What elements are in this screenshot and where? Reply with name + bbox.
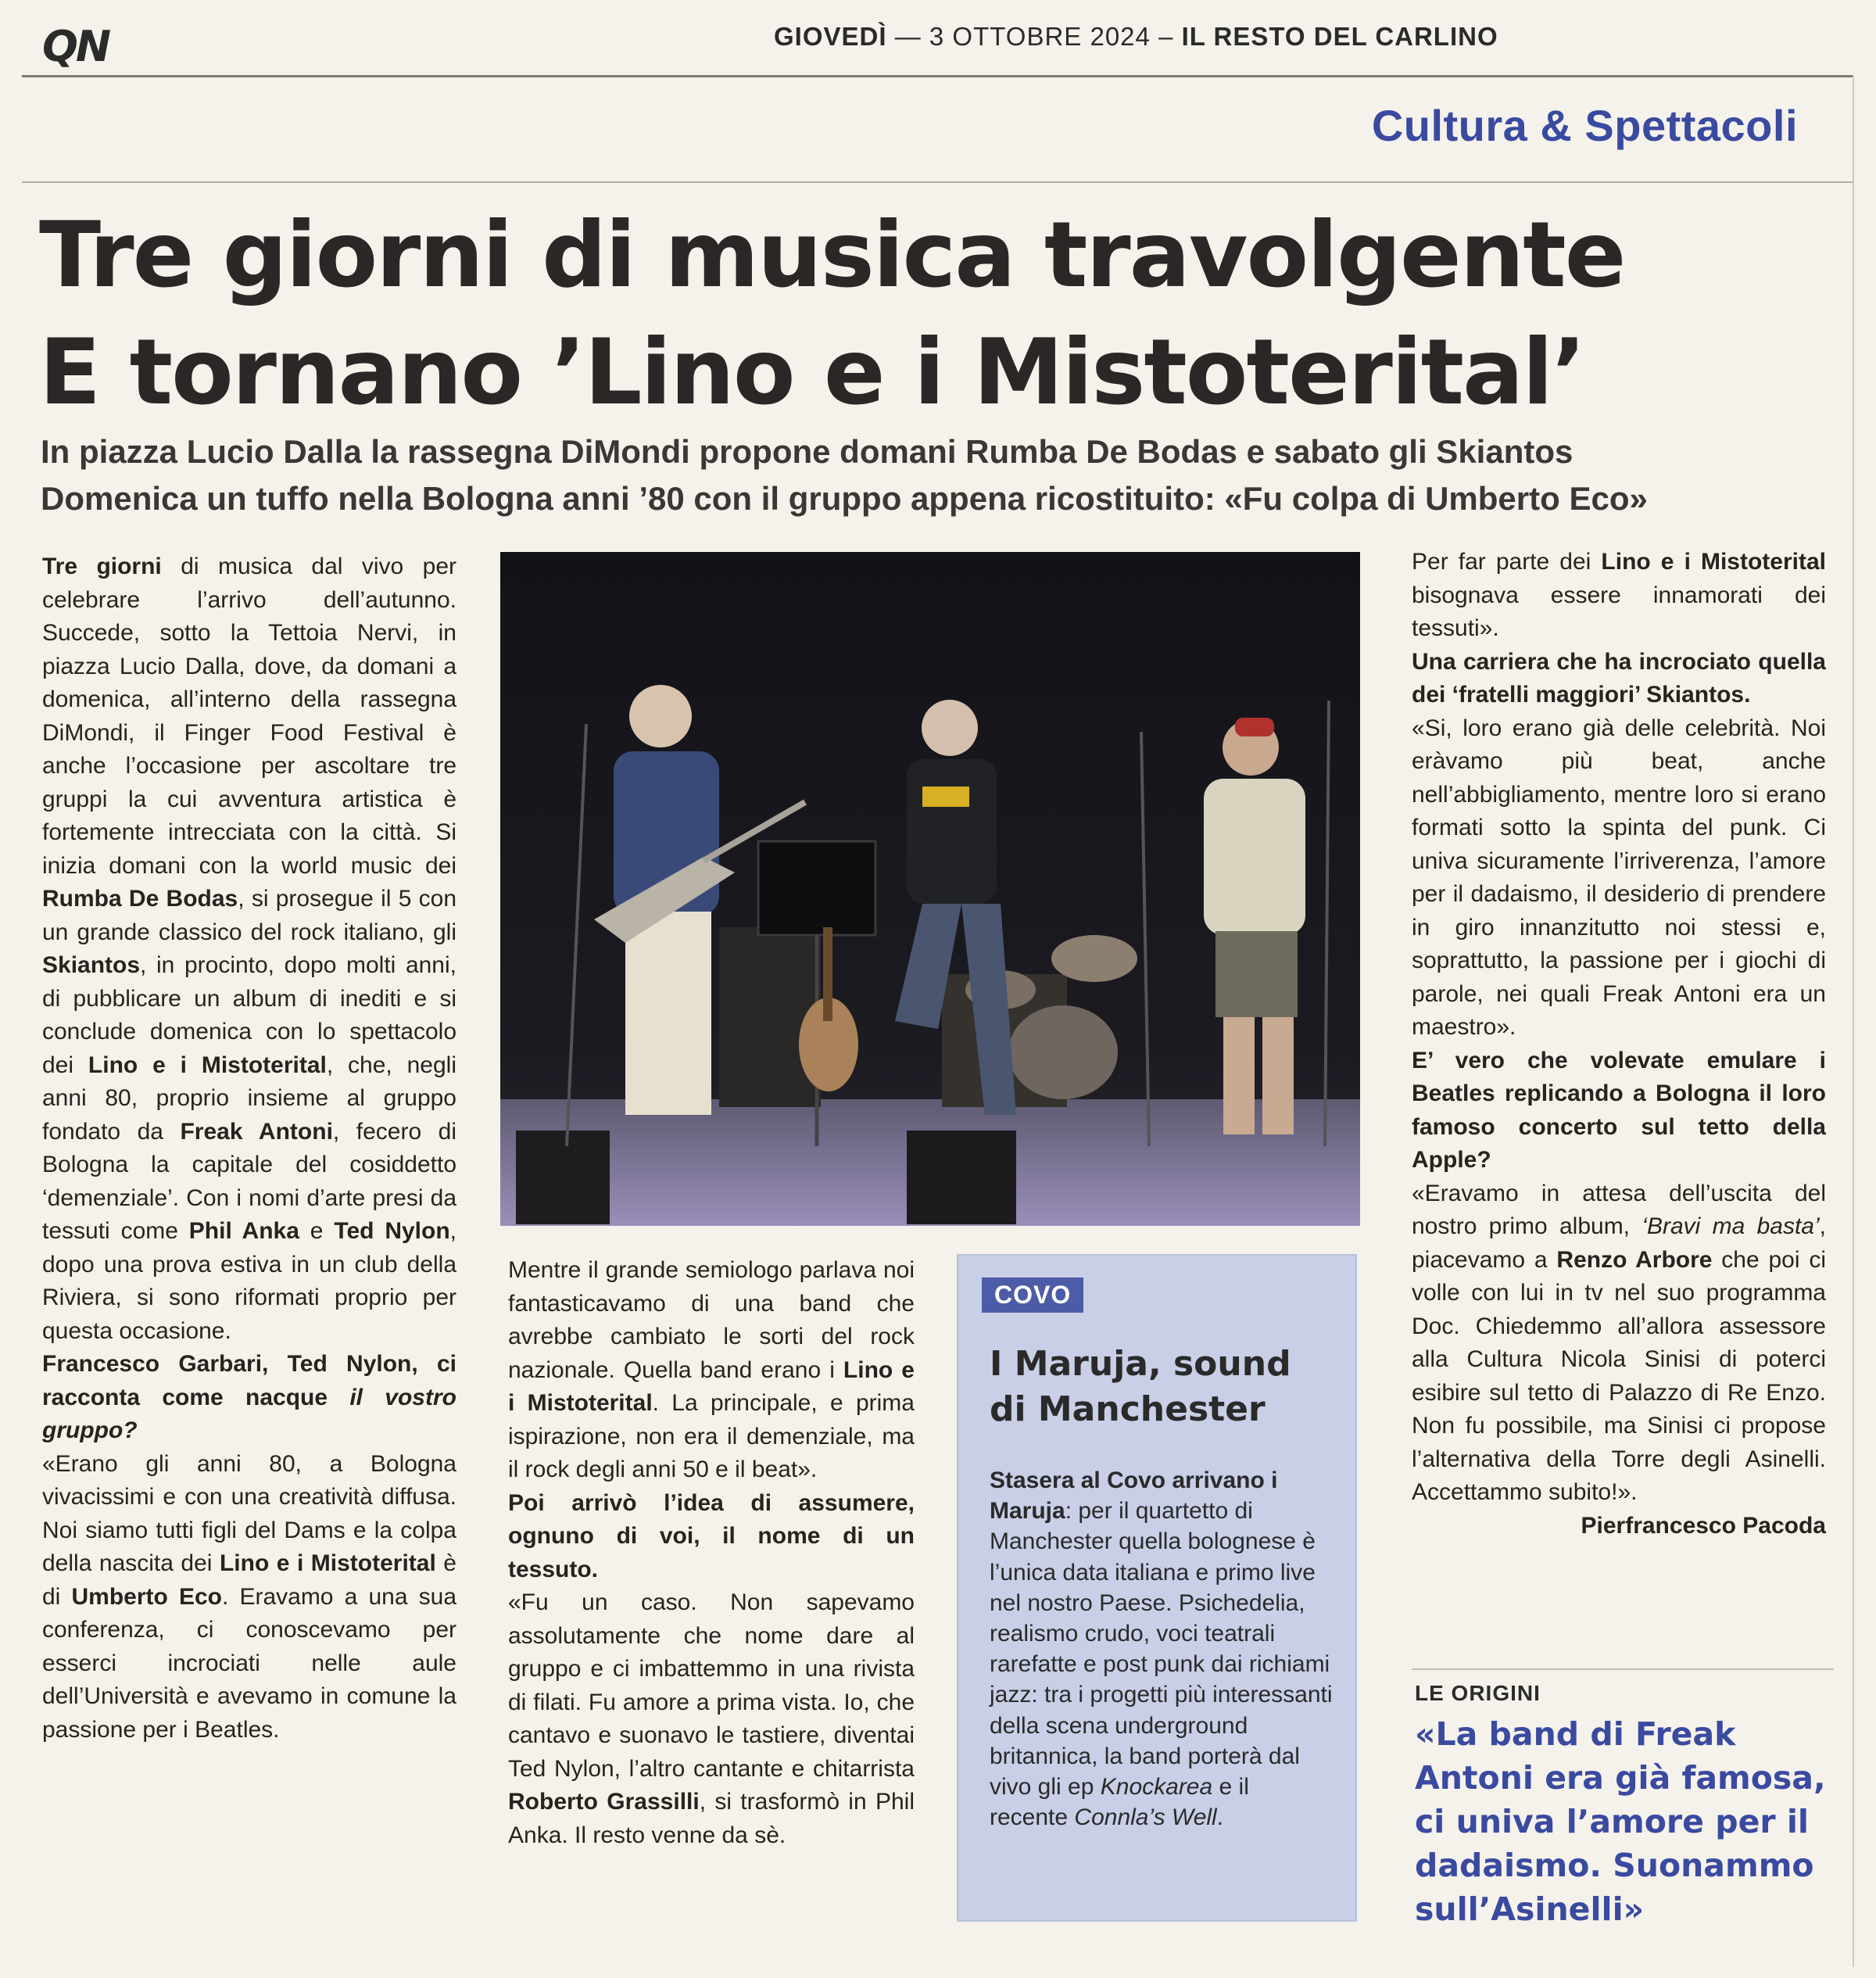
interview-question: E’ vero che volevate emulare i Beatles replicando a Bologna il loro famoso concerto sul tetto della Apple? bbox=[1412, 1047, 1826, 1173]
text-run: «Fu un caso. Non sapevamo assolutamente che nome dare al gruppo e ci imbattemmo in una rivista di filati. Fu amore a prima vista. Io, che cantavo e suonavo le tastiere, diventai Ted Nylon, l’altro cantante e chitarrista bbox=[508, 1589, 915, 1782]
bold-name: Renzo Arbore bbox=[1556, 1246, 1713, 1273]
article-column-4 bbox=[1412, 546, 1826, 1543]
bold-name: Lino e i Mistoterital bbox=[508, 1356, 915, 1416]
dateline-separator: – bbox=[1158, 22, 1182, 51]
pullquote-rule bbox=[1412, 1668, 1834, 1670]
italic-title: Connla’s Well bbox=[1074, 1804, 1217, 1831]
pullquote-line: Antoni era già famosa, bbox=[1415, 1759, 1826, 1797]
text-run: Francesco Garbari, Ted Nylon, ci racconta come nacque bbox=[42, 1351, 456, 1410]
dateline-separator: — bbox=[894, 22, 929, 51]
paragraph: «Si, loro erano già delle celebrità. Noi eràvamo più beat, anche nell’abbigliamento, mentre loro si erano formati sotto la spinta del punk. Ci univa sicuramente l’irriverenza, l’amore per il dadaismo, il desiderio di prendere in giro innanzitutto noi stessi e, soprattutto, la passione per i giochi di parole, nei quali Freak Antoni era un maestro». bbox=[1412, 715, 1826, 1040]
text-run: il vostro gruppo? bbox=[42, 1384, 456, 1443]
section-title: Cultura & Spettacoli bbox=[1371, 101, 1798, 150]
text-run: . Eravamo a una sua conferenza, ci conoscevamo per esserci incrociati nelle aule dell’Università e avevamo in comune la passione per i Beatles. bbox=[42, 1583, 456, 1743]
paragraph bbox=[1412, 546, 1826, 646]
article-subhead bbox=[41, 428, 1838, 522]
article-column-1 bbox=[42, 550, 456, 1747]
bold-name: Phil Anka bbox=[188, 1218, 299, 1244]
bold-name: Freak Antoni bbox=[180, 1118, 333, 1145]
section-rule bbox=[22, 181, 1853, 183]
text-run: e bbox=[299, 1218, 335, 1244]
bold-name: Skiantos bbox=[42, 952, 141, 978]
covo-tag: COVO bbox=[982, 1277, 1083, 1313]
pullquote-line: sull’Asinelli» bbox=[1415, 1890, 1645, 1928]
text-run: . La principale, e prima ispirazione, non era il demenziale, ma il rock degli anni 50 e il beat». bbox=[508, 1390, 915, 1482]
text-run: «Eravamo in attesa dell’uscita del nostro primo album, bbox=[1412, 1180, 1826, 1239]
italic-title: Knockarea bbox=[1100, 1774, 1213, 1801]
text-run: «Erano gli anni 80, a Bologna vivacissimi e con una creatività diffusa. Noi siamo tutti figli del Dams e la colpa della nascita dei bbox=[42, 1450, 456, 1576]
text-run: Per far parte dei bbox=[1412, 549, 1602, 575]
covo-title-line: di Manchester bbox=[990, 1389, 1266, 1429]
text-run: , si prosegue il 5 con un grande classico del rock italiano, gli bbox=[42, 886, 456, 945]
text-run: che poi ci volle con lui in tv nel suo programma Doc. Chiedemmo all’allora assessore alla Cultura Nicola Sinisi di poterci esibire sul tetto di Palazzo di Re Enzo. Non fu possibile, ma Sinisi ci propose l’alternativa della Torre degli Asinelli. Accettammo subito!». bbox=[1412, 1246, 1826, 1505]
author-signature: Pierfrancesco Pacoda bbox=[1581, 1512, 1826, 1539]
text-run: Mentre il grande semiologo parlava noi fantasticavamo di una band che avrebbe cambiato le sorti del rock nazionale. Quella band erano i bbox=[508, 1257, 915, 1383]
paragraph bbox=[508, 1254, 915, 1487]
pullquote-label: LE ORIGINI bbox=[1415, 1681, 1541, 1705]
pullquote-line: «La band di Freak bbox=[1415, 1715, 1736, 1753]
text-run: e il recente bbox=[990, 1774, 1249, 1831]
bold-name: Rumba De Bodas bbox=[42, 886, 238, 912]
article-headline bbox=[39, 197, 1837, 432]
text-run: , si trasformò in Phil Anka. Il resto venne da sè. bbox=[508, 1789, 915, 1848]
covo-body bbox=[990, 1465, 1334, 1833]
dateline-day: GIOVEDÌ bbox=[774, 22, 887, 51]
text-run: , piacevamo a bbox=[1412, 1213, 1826, 1273]
text-run: . bbox=[1216, 1804, 1224, 1831]
bold-name: Lino e i Mistoterital bbox=[1601, 549, 1826, 575]
lead-words: Tre giorni bbox=[42, 554, 162, 579]
paragraph bbox=[508, 1586, 915, 1852]
pullquote bbox=[1415, 1712, 1837, 1931]
bold-name: Ted Nylon bbox=[334, 1218, 450, 1244]
subhead-line: Domenica un tuffo nella Bologna anni ’80 con il gruppo appena ricostituito: «Fu colpa di Umberto Eco» bbox=[41, 480, 1648, 517]
headline-line: E tornano ’Lino e i Mistoterital’ bbox=[39, 320, 1585, 425]
bold-name: Roberto Grassilli bbox=[508, 1789, 700, 1815]
bold-name: Lino e i Mistoterital bbox=[88, 1052, 327, 1078]
text-run: bisognava essere innamorati dei tessuti». bbox=[1412, 582, 1826, 641]
covo-sidebar-box bbox=[957, 1254, 1357, 1922]
pullquote-line: dadaismo. Suonammo bbox=[1415, 1847, 1814, 1884]
paragraph bbox=[1412, 1177, 1826, 1510]
dateline-newspaper: IL RESTO DEL CARLINO bbox=[1181, 22, 1498, 51]
italic-title: ‘Bravi ma basta’ bbox=[1642, 1213, 1820, 1239]
text-run: , in procinto, dopo molti anni, di pubblicare un album di inediti e si conclude domenica con lo spettacolo dei bbox=[42, 952, 456, 1078]
bold-name: Lino e i Mistoterital bbox=[219, 1550, 436, 1576]
dateline bbox=[774, 22, 1498, 52]
header-rule bbox=[22, 75, 1853, 77]
headline-line: Tre giorni di musica travolgente bbox=[39, 202, 1625, 308]
covo-title bbox=[990, 1342, 1334, 1432]
interview-question: Una carriera che ha incrociato quella dei ‘fratelli maggiori’ Skiantos. bbox=[1412, 648, 1826, 708]
bold-name: Stasera al Covo arrivano i Maruja bbox=[990, 1467, 1278, 1525]
pullquote-line: ci univa l’amore per il bbox=[1415, 1803, 1809, 1840]
text-run: , fecero di Bologna la capitale del cosiddetto ‘demenziale’. Con i nomi d’arte presi da tessuti come bbox=[42, 1118, 456, 1244]
subhead-line: In piazza Lucio Dalla la rassegna DiMondi propone domani Rumba De Bodas e sabato gli Skiantos bbox=[41, 433, 1573, 470]
article-column-2 bbox=[508, 1254, 915, 1852]
qn-logo: QN bbox=[42, 22, 109, 71]
text-run: di musica dal vivo per celebrare l’arrivo dell’autunno. Succede, sotto la Tettoia Nervi, in piazza Lucio Dalla, dove, da domani a domenica, all’interno della rassegna DiMondi, il Finger Food Festival è anche l’occasione per ascoltare tre gruppi la cui avventura artistica è fortemente intrecciata con la città. Si inizia domani con la world music dei bbox=[42, 554, 457, 879]
bold-name: Umberto Eco bbox=[71, 1583, 222, 1610]
text-run: , che, negli anni 80, proprio insieme al gruppo fondato da bbox=[42, 1052, 457, 1145]
text-run: è di bbox=[42, 1550, 456, 1610]
text-run: , dopo una prova estiva in un club della Riviera, si sono riformati proprio per questa occasione. bbox=[42, 1218, 456, 1344]
paragraph bbox=[42, 550, 456, 1348]
interview-question bbox=[42, 1348, 456, 1448]
dateline-date: 3 OTTOBRE 2024 bbox=[929, 22, 1151, 51]
concert-photo bbox=[500, 552, 1360, 1226]
covo-title-line: I Maruja, sound bbox=[990, 1344, 1291, 1384]
text-run: : per il quartetto di Manchester quella bolognese è l’unica data italiana e primo live nel nostro Paese. Psichedelia, realismo crudo, voci teatrali rarefatte e post punk dai richiami jazz: tra i progetti più interessanti della scena underground britannica, la band porterà dal vivo gli ep bbox=[990, 1498, 1333, 1801]
paragraph bbox=[42, 1448, 456, 1747]
interview-question: Poi arrivò l’idea di assumere, ognuno di voi, il nome di un tessuto. bbox=[508, 1489, 915, 1582]
